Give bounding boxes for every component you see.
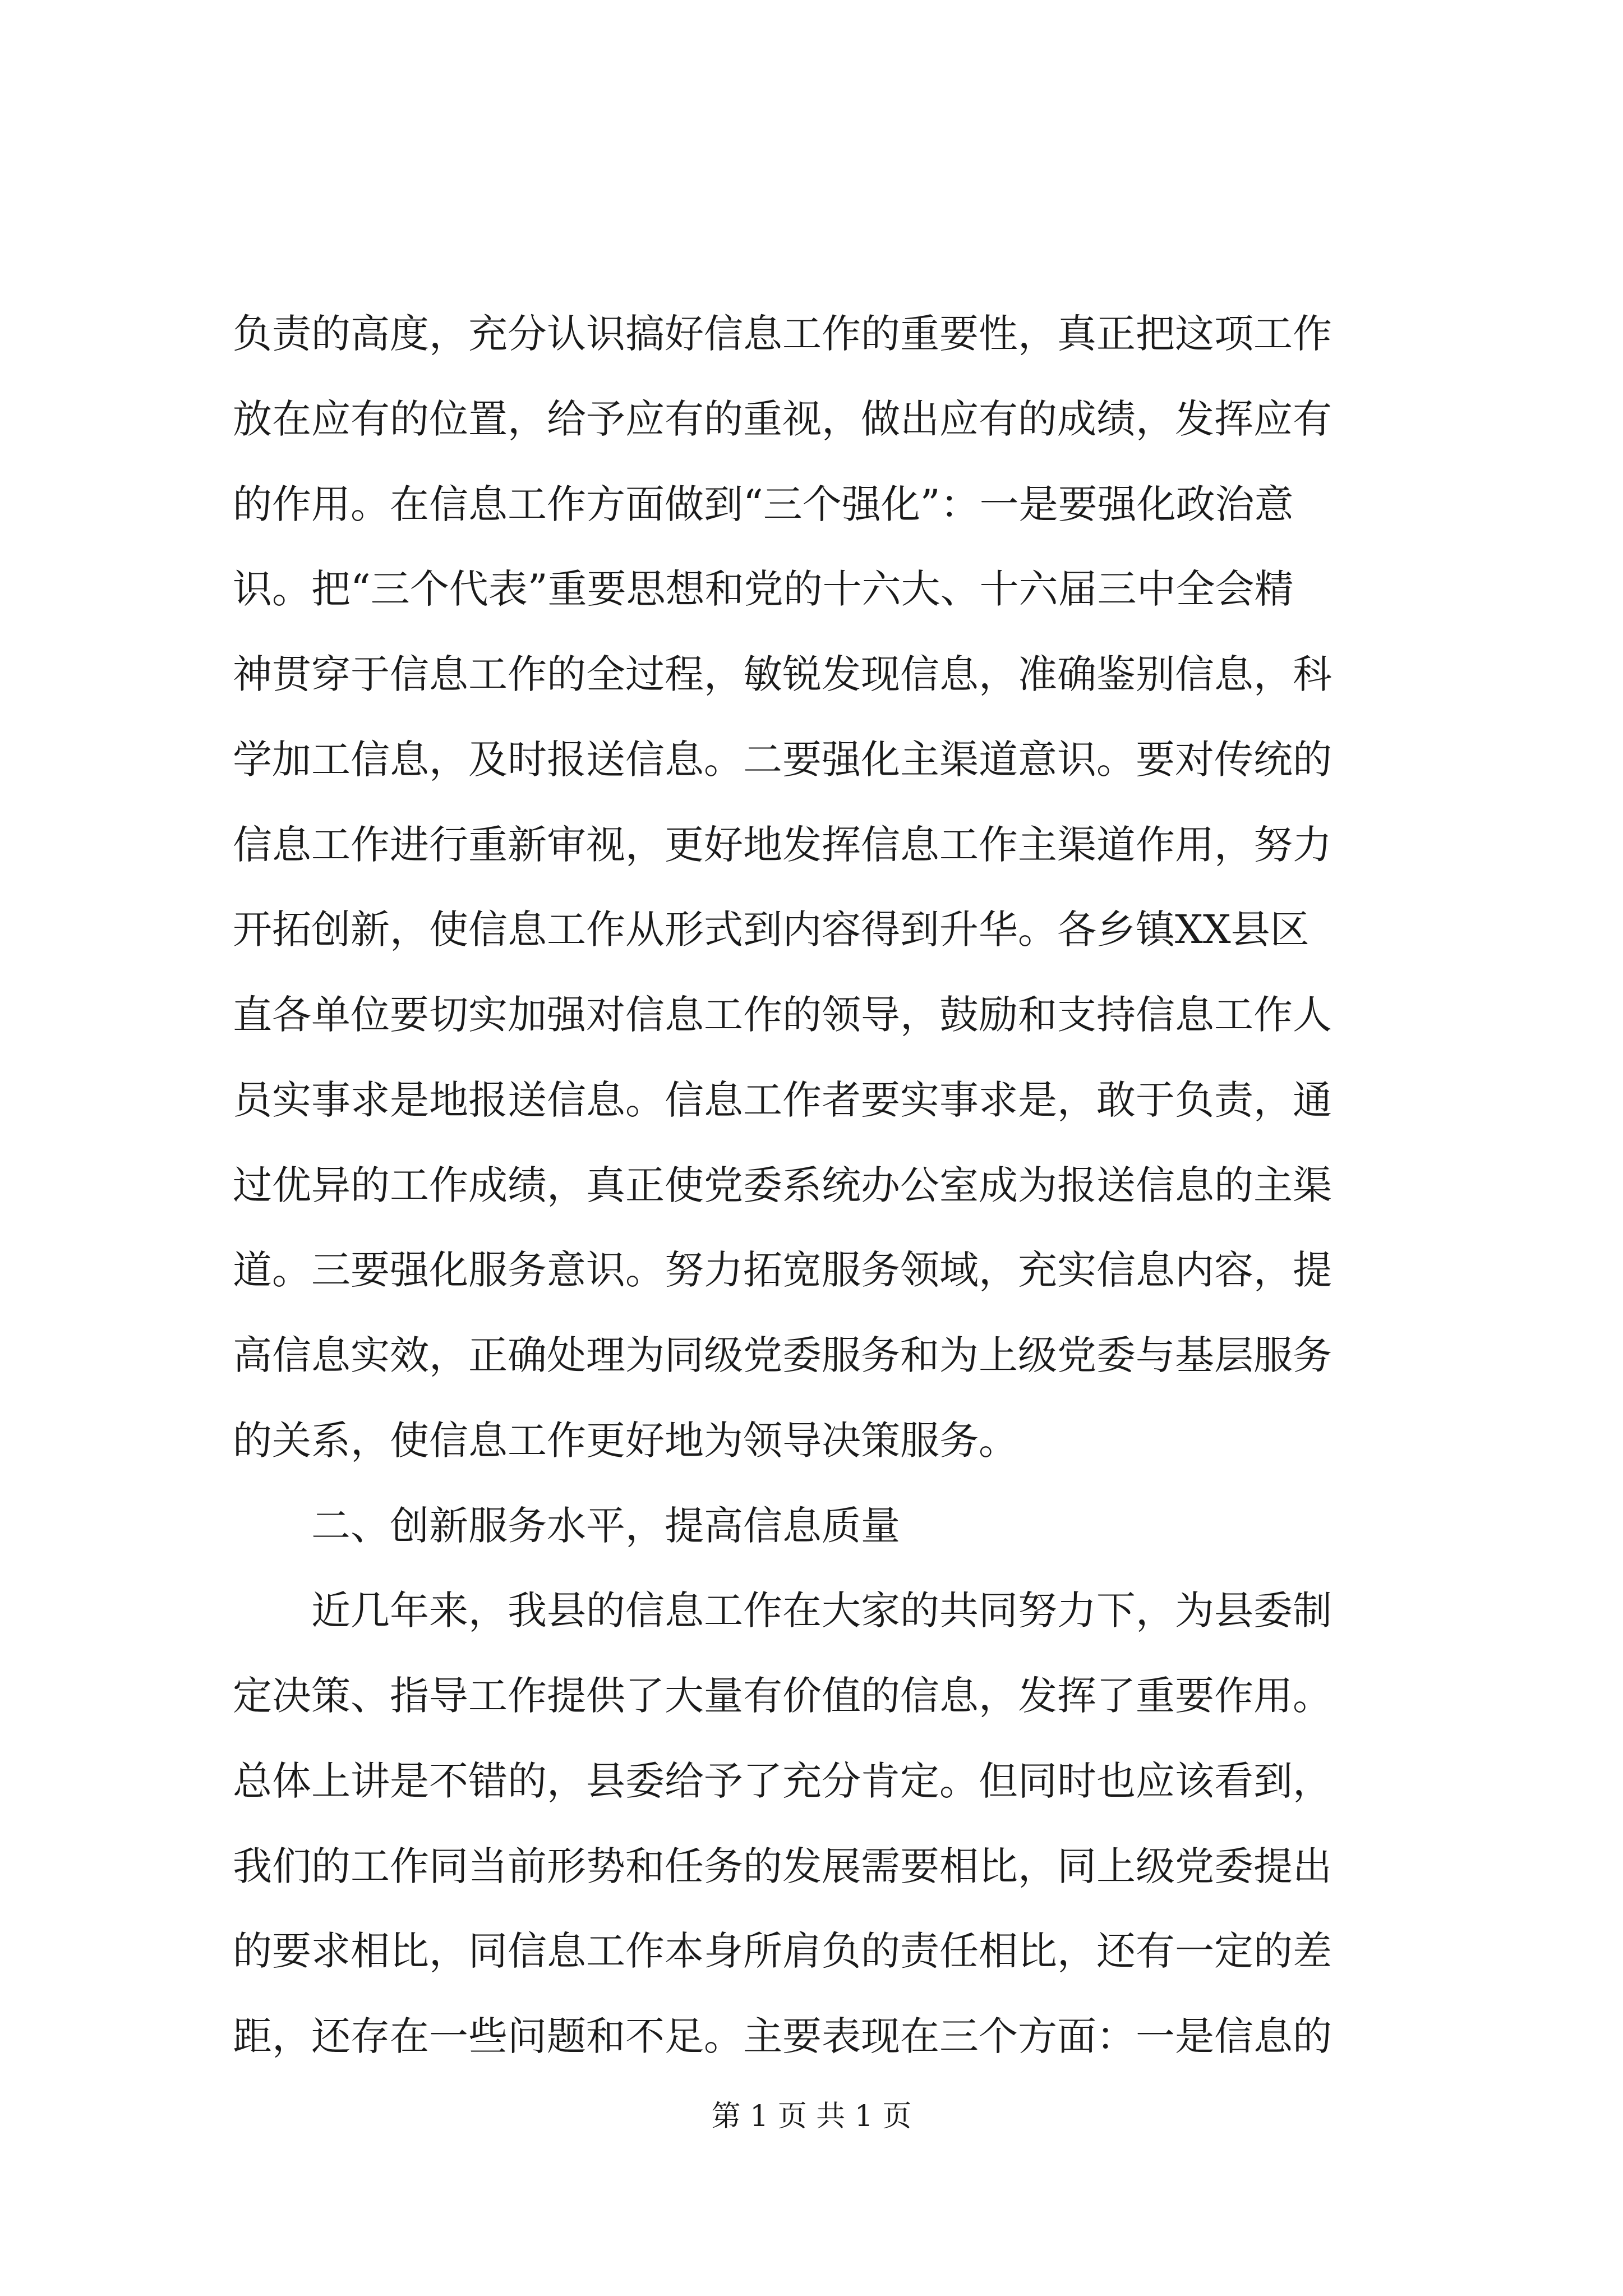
body-text-line: 信息工作进行重新审视，更好地发挥信息工作主渠道作用，努力 xyxy=(233,822,1332,868)
body-text-line: 的作用。在信息工作方面做到“三个强化”：一是要强化政治意 xyxy=(233,481,1294,527)
body-text-line: 距，还存在一些问题和不足。主要表现在三个方面：一是信息的 xyxy=(233,2013,1332,2059)
body-text-line: 的要求相比，同信息工作本身所肩负的责任相比，还有一定的差 xyxy=(233,1928,1332,1974)
body-text-line: 的关系，使信息工作更好地为领导决策服务。 xyxy=(233,1418,1018,1464)
body-text-line: 直各单位要切实加强对信息工作的领导，鼓励和支持信息工作人 xyxy=(233,992,1332,1038)
body-text-line: 过优异的工作成绩，真正使党委系统办公室成为报送信息的主渠 xyxy=(233,1162,1332,1208)
body-text-line: 识。把“三个代表”重要思想和党的十六大、十六届三中全会精 xyxy=(233,566,1294,612)
body-text-line: 员实事求是地报送信息。信息工作者要实事求是，敢于负责，通 xyxy=(233,1077,1332,1123)
page-number: 第 1 页 共 1 页 xyxy=(711,2100,912,2133)
body-text-line: 开拓创新，使信息工作从形式到内容得到升华。各乡镇XX县区 xyxy=(233,907,1310,953)
body-text-line: 放在应有的位置，给予应有的重视，做出应有的成绩，发挥应有 xyxy=(233,396,1332,442)
body-text-line: 近几年来，我县的信息工作在大家的共同努力下，为县委制 xyxy=(311,1588,1332,1634)
body-text-line: 神贯穿于信息工作的全过程，敏锐发现信息，准确鉴别信息，科 xyxy=(233,651,1332,697)
body-text-line: 高信息实效，正确处理为同级党委服务和为上级党委与基层服务 xyxy=(233,1332,1332,1378)
body-text-line: 道。三要强化服务意识。努力拓宽服务领域，充实信息内容，提 xyxy=(233,1247,1332,1293)
body-text-line: 学加工信息，及时报送信息。二要强化主渠道意识。要对传统的 xyxy=(233,737,1332,783)
body-text-line: 负责的高度，充分认识搞好信息工作的重要性，真正把这项工作 xyxy=(233,311,1332,357)
section-heading: 二、创新服务水平，提高信息质量 xyxy=(311,1503,900,1549)
body-text-line: 定决策、指导工作提供了大量有价值的信息，发挥了重要作用。 xyxy=(233,1673,1332,1719)
body-text-line: 总体上讲是不错的，县委给予了充分肯定。但同时也应该看到， xyxy=(233,1758,1332,1804)
body-text-line: 我们的工作同当前形势和任务的发展需要相比，同上级党委提出 xyxy=(233,1843,1332,1889)
